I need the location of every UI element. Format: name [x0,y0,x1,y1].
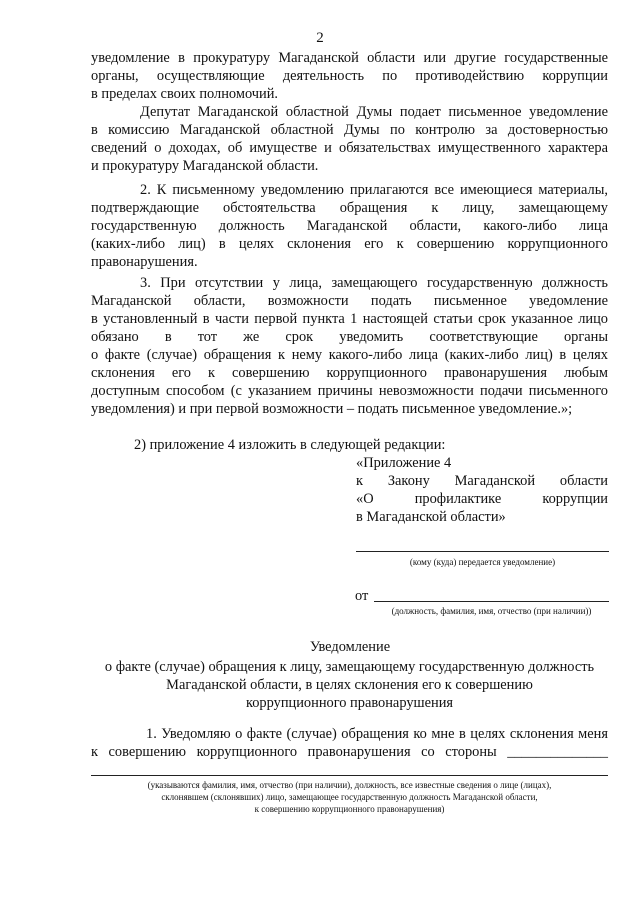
appendix-line: «Приложение 4 [356,455,452,471]
text-line: и прокуратуру Магаданской области. [91,158,319,174]
point-1-line: к совершению коррупционного правонарушения со стороны ______________ [91,744,608,760]
text-line: в комиссию Магаданской областной Думы по контролю за достоверностью [91,122,608,138]
text-line: сведений о доходах, об имуществе и обязательствах имущественного характера [91,140,608,156]
from-label: от [355,588,369,604]
page-number: 2 [316,30,324,46]
text-line: Магаданской области, возможности подать письменное уведомление [91,293,608,309]
text-line: государственную должность Магаданской области, какого-либо лица [91,218,608,234]
sender-caption: (должность, фамилия, имя, отчество (при наличии)) [391,606,592,616]
recipient-caption: (кому (куда) передается уведомление) [409,557,556,567]
text-line: в пределах своих полномочий. [91,86,279,102]
text-line: о факте (случае) обращения к нему какого-либо лица (каких-либо лиц) в целях [91,347,608,363]
person-details-line[interactable] [91,775,608,776]
text-line: обязано в тот же срок уведомить соответствующие органы [91,329,608,345]
footnote-line: склонявшем (склонявших) лицо, замещающее государственную должность Магаданской области, [161,792,538,802]
text-line: Депутат Магаданской областной Думы подает письменное уведомление [140,104,608,120]
text-line: органы, осуществляющие деятельность по противодействию коррупции [91,68,608,84]
text-line: уведомления) и при первой возможности – подать письменное уведомление.»; [91,401,573,417]
appendix-line: в Магаданской области» [356,509,506,525]
item-2-text: 2) приложение 4 изложить в следующей редакции: [134,437,446,453]
text-line: доступным способом (с указанием причины невозможности подачи письменного [91,383,608,399]
appendix-line: «О профилактике коррупции [356,491,608,507]
footnote-line: (указываются фамилия, имя, отчество (при наличии), должность, все известные сведения о лице (лицах), [147,780,552,790]
text-line: подтверждающие обстоятельства обращения к лицу, замещающему [91,200,608,216]
appendix-line: к Закону Магаданской области [356,473,608,489]
recipient-field-line[interactable] [356,551,609,552]
notice-title: Уведомление [309,639,391,655]
text-line: склонения его к совершению коррупционного правонарушения любым [91,365,608,381]
notice-subtitle: Магаданской области, в целях склонения его к совершению [166,677,533,693]
footnote-line: к совершению коррупционного правонарушения) [254,804,445,814]
sender-field-line[interactable] [374,601,609,602]
notice-subtitle: о факте (случае) обращения к лицу, замещающему государственную должность [104,659,595,675]
notice-subtitle: коррупционного правонарушения [245,695,454,711]
text-line: правонарушения. [91,254,198,270]
point-1-line: 1. Уведомляю о факте (случае) обращения ко мне в целях склонения меня [146,726,608,742]
text-line: (каких-либо лиц) в целях склонения его к совершению коррупционного [91,236,608,252]
text-line: уведомление в прокуратуру Магаданской области или другие государственные [91,50,608,66]
text-line: 3. При отсутствии у лица, замещающего государственную должность [140,275,608,291]
text-line: в установленный в части первой пункта 1 настоящей статьи срок указанное лицо [91,311,608,327]
text-line: 2. К письменному уведомлению прилагаются все имеющиеся материалы, [140,182,608,198]
